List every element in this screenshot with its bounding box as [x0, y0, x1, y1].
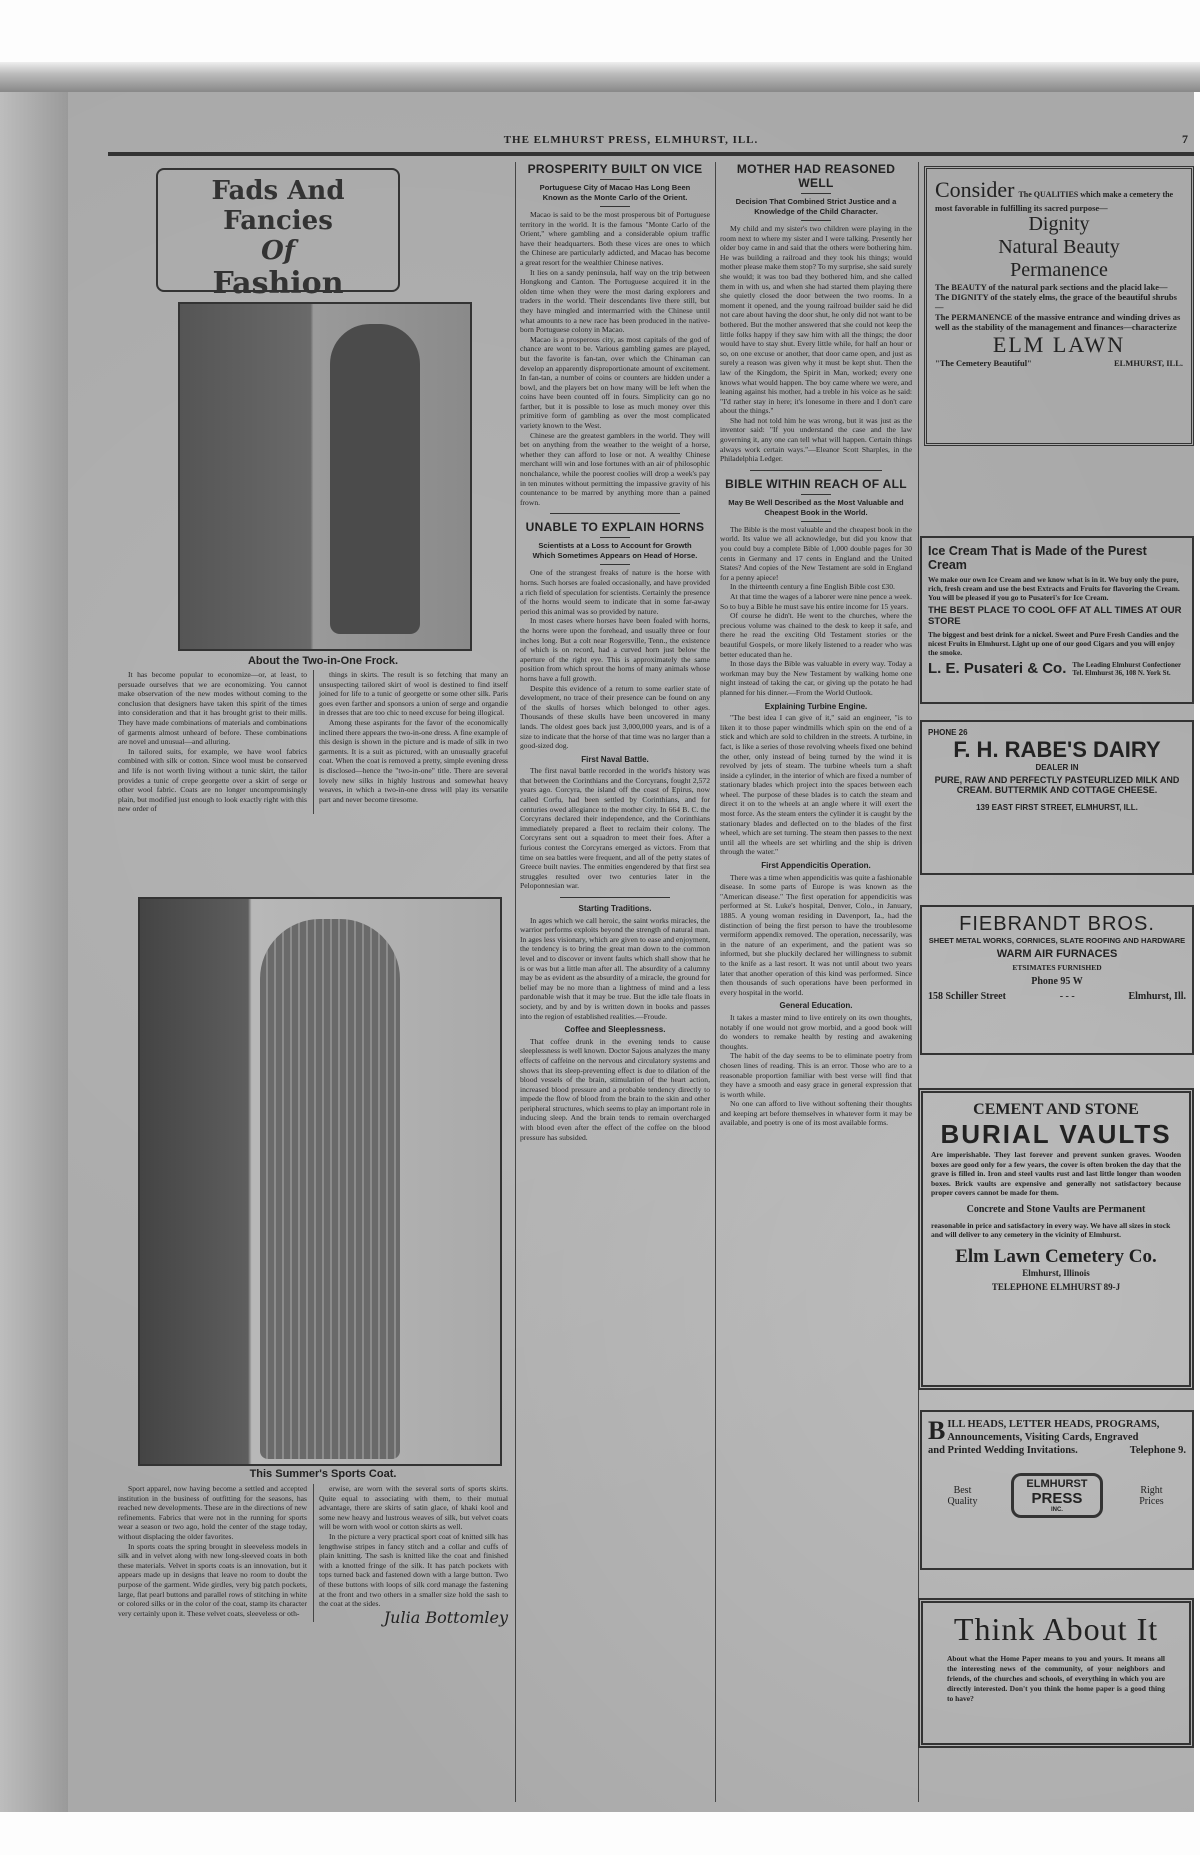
- header-rule: [108, 152, 1194, 156]
- scan-top-edge: [0, 62, 1200, 92]
- scan-left-edge: [0, 92, 68, 1812]
- elmhurst-press-ad: B ILL HEADS, LETTER HEADS, PROGRAMS, Announcements, Visiting Cards, Engraved and Printed Wedding Invitations. Telephone 9. Best Quality ELMHURST PRESS INC. Right Prices: [920, 1410, 1194, 1570]
- education-title: General Education.: [779, 1001, 853, 1011]
- horns-subhead: Scientists at a Loss to Account for Growth Which Sometimes Appears on Head of Horse.: [532, 541, 698, 561]
- folio-line: THE ELMHURST PRESS, ELMHURST, ILL.: [503, 134, 759, 146]
- banner-line-1: Fads And Fancies: [211, 176, 345, 236]
- column-4: MOTHER HAD REASONED WELL Decision That Combined Strict Justice and a Knowledge of the Child Character. My child and my sister's two children were playing in the room next to where my sister and I were talking. Presently her older boy came in and said that the others were bothering him. He was building a railroad and they took his things; would mother please make them stop? To my surprise, she said surely she would; it was too bad they bothered him, and she called them in with us, and when she had started them playing there she quietly closed the door between the two rooms. In a moment it opened, and the young railroad builder said he did not care about having the door shut, he only did not want to be bothered. But the mother answered that she could not keep the little folks happy if they saw him with all the things; the door would have to stay shut. Every little while, for half an hour or so, on one excuse or another, that door came open, and just as surely a reason was given why it must be kept shut. Then the law of the Kingdom, the Spirit in Man, worked; every one knows what would happen. The boy came where we were, and leaning against his mother, had a treble in his voice as he said: "I'd rather stay in here; it's lonesome in there and I don't care about the things." She had not told him he was wrong, but it was just as the inventor said: "If you understand the case and the law governing it, any one can tell what will happen. Certain things always work certain ways."—Eleanor Scott Sharples, in the Philadelphia Ledger. BIBLE WITHIN REACH OF ALL May Be Well Described as the Most Valuable and Cheapest Book in the World. The Bible is the most valuable and the cheapest book in the world. Its value we all acknowledge, but did you know that you could buy a complete Bible of 1,000 double pages for 30 cents in Germany and 17 cents in England and the United States? And copies of the New Testament are sold in England for a penny apiece! In the thirteenth century a fine English Bible cost £30. At that time the wages of a laborer were nine pence a week. So to buy a Bible he must save his entire income for 15 years. Of course he didn't. He went to the churches, where the precious volume was chained to the desk to keep it safe, and there he read the exciting Old Testament stories or the beautiful Gospels, or more likely listened to a reader who was better educated than he. In those days the Bible was valuable in every way. Today a workman may buy the New Testament by walking home one night instead of taking the car, or giving up the potato he had planned for his dinner.—From the World Outlook. Explaining Turbine Engine. "The best idea I can give of it," said an engineer, "is to liken it to those paper windmills which spin on the end of a stick and which are sold to children in the streets. A turbine, in fact, is like a series of those revolving wheels fixed one behind the other, only instead of being turned by the wind it is revolved by jets of steam. The turbine wheels turn a shaft inside a cylinder, in the interior of which are fixed a number of stationary blades which project into the spaces between each wheel. The purpose of these blades is to catch the steam and direct it on to the wheels at an angle where it will exert the most force. As the steam enters the cylinder it is caught by the stationary blades and deflected on to the blades of the first wheel, which are set turning. The steam then passes to the next until all the wheels are set whirling and the ship is driven through the water." First Appendicitis Operation. There was a time when appendicitis was quite a fashionable disease. In some parts of Europe is was known as the "American disease." The first operation for appendicitis was performed at St. Luke's hospital, Denver, Colo., in January, 1885. A young woman residing in Davenport, Ia., had the distinction of being the first person to have the troublesome vermiform appendix removed. The operation, necessarily, was in the nature of an experiment, and the patient was so informed, but she pluckily declared her willingness to submit to the knife as a last resort. It was not until about two years later that another operation of this kind was performed. Since then thousands of such operations have been performed in every hospital in the world. General Education. It takes a master mind to live entirely on its own thoughts, notably if one would not grow morbid, and a good book will do wonders to remake health by resting and awakening thoughts. The habit of the day seems to be to eliminate poetry from chosen lines of reading. This is an error. Those who are to a reasonable proportion familiar with best verse will find that they have a smooth and easy grace in general expression that is worth while. No one can afford to live without softening their thoughts and keeping art before themselves in whatever form it may be available, and poetry is one of its most available forms.: [720, 162, 912, 1128]
- macao-subhead: Portuguese City of Macao Has Long Been Known as the Monte Carlo of the Orient.: [539, 183, 691, 202]
- pusateri-name: L. E. Pusateri & Co.: [928, 660, 1067, 677]
- column-3: PROSPERITY BUILT ON VICE Portuguese City of Macao Has Long Been Known as the Monte Carlo of the Orient. Macao is said to be the most prosperous bit of Portuguese territory in the world. It is the famous "Monte Carlo of the Orient," where gambling and a considerable opium traffic have their headquarters. Both these vices are ones to which the Chinese are particularly addicted, and Macao has become a great resort for the wealthier Chinese natives. It lies on a sandy peninsula, half way on the trip between Hongkong and Canton. The Portuguese acquired it in the olden time when they were the most daring explorers and traders in the world. Their descendants live there still, but they have mingled and intermarried with the Chinese until what amounts to a new race has been produced in the native-born Portuguese colony in Macao. Macao is a prosperous city, as most capitals of the god of chance are wont to be. Various gambling games are played, but the favorite is fan-tan, over which the Chinaman can develop an apparently disproportionate amount of excitement. In fan-tan, a number of coins or counters are hidden under a bowl, and the players bet on how many will be left when the coins have been counted off in fours. Simplicity can go no farther, but it is possible to lose as much money over this primitive form of gambling as over the most complicated variety known to the West. Chinese are the greatest gamblers in the world. They will bet on anything from the weather to the weight of a horse, whether they can afford to lose or not. A wealthy Chinese merchant will win and lose fortunes with an air of philosophic nonchalance, while the poorest coolies will drop a week's pay in ten minutes without permitting the impassive gravity of his countenance to be marred by anything more than a pained frown. UNABLE TO EXPLAIN HORNS Scientists at a Loss to Account for Growth Which Sometimes Appears on Head of Horse. One of the strangest freaks of nature is the horse with horns. Such horses are foaled occasionally, and have provided a rich field of speculation for scientists. Certainly the presence of the horns would seem to indicate that in some far-away period this animal was so provided by nature. In most cases where horses have been foaled with horns, the horns were upon the forehead, and usually three or four inches long. But a colt near Rogersville, Tenn., the existence of which is on record, had a curved horn just below the aperture of the right eye. This is approximately the same position from which sprout the horns of many animals whose horns have a full growth. Despite this evidence of a return to some earlier state of development, no trace of their presence can be found on any of the skulls of horses which belonged to other ages. Thousands of these skulls have been uncovered in many lands. The oldest goes back just 3,000,000 years, and is of a size to indicate that the horse of that time was no larger than a good-sized dog. First Naval Battle. The first naval battle recorded in the world's history was that between the Corinthians and the Corcyrans, fought 2,572 years ago. Corcyra, the island off the coast of Epirus, now called Corfu, had been settled by Corinthians, and for centuries owed allegiance to the mother city. In 664 B. C. the Corcyrans declared their independence, and the Corinthians immediately prepared a fleet to reclaim their colony. The Corcyrans sent out a squadron to meet their foes. After a furious contest the Corcyrans emerged as victors. From that time on sea battles were frequent, and all of the petty states of Greece built navies. The enmities engendered by that first sea struggles resulted over two centuries later in the Peloponnesian war. Starting Traditions. In ages which we call heroic, the saint works miracles, the warrior performs exploits beyond the strength of natural man. In ages less visionary, which are given to ease and enjoyment, the tendency is to bring the great man down to the common level and to discover or invent faults which shall show that he is or was but a little man after all. The absurdity of a calumny may be as evident as the absurdity of a miracle, the ground for belief may be no more than a lightness of mind and a less pardonable wish that it may be true. But the idle tale floats in society, and by and by is written down in books and passes into the region of established realities.—Froude. Coffee and Sleeplessness. That coffee drunk in the evening tends to cause sleeplessness is well known. Doctor Sajous analyzes the many effects of caffeine on the nervous and circulatory systems and shows that its sleep-preventing effect is due to dilation of the blood vessels of the brain, stimulation of the heart action, increased blood pressure and a probable tendency directly to impede the flow of blood from the brain to the skin and other peripheral structures, which seems to play an important role in inducing sleep. And the brain tends to remain overcharged with blood even after the effect of the coffee on the blood pressure has subsided.: [520, 162, 710, 1142]
- bible-headline: BIBLE WITHIN REACH OF ALL: [725, 476, 907, 491]
- woman-figure: [330, 324, 420, 634]
- frock-caption: About the Two-in-One Frock.: [247, 655, 399, 667]
- virtue-permanence: Permanence: [1010, 259, 1108, 281]
- traditions-title: Starting Traditions.: [578, 904, 652, 913]
- column-rule-3: [918, 162, 919, 1802]
- elm-lawn-ad: Consider The QUALITIES which make a cemetery the most favorable in fulfilling its sacred purpose— Dignity Natural Beauty Permanence The BEAUTY of the natural park sections and the placid lake— The DIGNITY of the stately elms, the grace of the beautiful shrubs— The PERMANENCE of the massive entrance and winding drives as well as the stability of the management and finances—characterize ELM LAWN "The Cemetery Beautiful" ELMHURST, ILL.: [924, 166, 1194, 446]
- virtue-beauty: Natural Beauty: [998, 236, 1120, 258]
- column-rule-2: [715, 162, 716, 1802]
- mother-headline: MOTHER HAD REASONED WELL: [736, 162, 896, 190]
- rabe-dairy-ad: PHONE 26 F. H. RABE'S DAIRY DEALER IN PURE, RAW AND PERFECTLY PASTEURLIZED MILK AND CREAM. BUTTERMIK AND COTTAGE CHEESE. 139 EAST FIRST STREET, ELMHURST, ILL.: [920, 720, 1194, 875]
- fiebrandt-ad: FIEBRANDT BROS. SHEET METAL WORKS, CORNICES, SLATE ROOFING AND HARDWARE WARM AIR FURNACES ETSIMATES FURNISHED Phone 95 W 158 Schiller Street - - - Elmhurst, Ill.: [920, 905, 1194, 1055]
- appendicitis-title: First Appendicitis Operation.: [761, 861, 871, 871]
- banner-line-3: Fashion: [212, 266, 344, 301]
- fashion-banner: [156, 168, 400, 301]
- frock-photo: [178, 302, 472, 651]
- think-headline: Think About It: [953, 1611, 1159, 1647]
- coat-caption: This Summer's Sports Coat.: [249, 1468, 397, 1480]
- elm-lawn-name: ELM LAWN: [992, 332, 1126, 357]
- think-about-it-ad: Think About It About what the Home Paper means to you and yours. It means all the interesting news of the community, of your neighbors and friends, of the churches and schools, of everything in which you are directly interested. Don't you think the home paper is a good thing to have?: [918, 1598, 1194, 1748]
- coat-article: Sport apparel, now having become a settled and accepted institution in the business of outfitting for the seasons, has reached new developments. These are in the directions of new refinements. Fabrics that were not in the running for sports wear a season or two ago, hold the center of the stage today, without displacing the older favorites. In sports coats the spring brought in sleeveless models in silk and in velvet along with new long-sleeved coats in both these materials. Velvet in sports coats is an innovation, but it appears made up in designs that leave no room to doubt the purpose of the garment. Wide girdles, very big patch pockets, large, flat pearl buttons and parallel rows of stitching in white or colored silks or in the color of the coat, stamp its character very certainly upon it. These velvet coats, sleeveless or oth- erwise, are worn with the several sorts of sports skirts. Quite equal to associating with them, to their mutual advantage, there are skirts of satin glace, of khaki kool and some new heavy and lustrous weaves of silk, but velvet coats will be worn with wool or cotton skirts as well. In the picture a very practical sport coat of knitted silk has lengthwise stripes in fancy stitch and a collar and cuffs of plain knitting. The sash is knitted like the coat and finished with a knotted fringe of the silk. It has patch pockets with tops turned back and fastened down with a large button. Two of these buttons with loops of silk cord manage the fastening at the front and two others in a smaller size hold the sash to the coat at the sides. Julia Bottomley: [118, 1484, 508, 1627]
- turbine-title: Explaining Turbine Engine.: [764, 701, 868, 711]
- woman-figure-2: [260, 919, 400, 1459]
- horns-headline: UNABLE TO EXPLAIN HORNS: [525, 520, 705, 535]
- column-rule-1: [515, 162, 516, 1802]
- coffee-title: Coffee and Sleeplessness.: [564, 1025, 666, 1035]
- consider-word: Consider: [935, 177, 1015, 202]
- fiebrandt-name: FIEBRANDT BROS.: [959, 913, 1155, 935]
- macao-headline: PROSPERITY BUILT ON VICE: [527, 162, 703, 176]
- mother-subhead: Decision That Combined Strict Justice and a Knowledge of the Child Character.: [735, 197, 897, 216]
- vaults-company: Elm Lawn Cemetery Co.: [955, 1245, 1157, 1267]
- vaults-title: BURIAL VAULTS: [940, 1119, 1172, 1149]
- signature: Julia Bottomley: [383, 1607, 508, 1627]
- page-number: 7: [1182, 132, 1188, 146]
- burial-vaults-ad: CEMENT AND STONE BURIAL VAULTS Are imperishable. They last forever and prevent sunken graves. Wooden boxes are good only for a few years, the cover is often broken the day that the grave is filled in. Iron and steel vaults rust and last little longer than wooden boxes. Brick vaults are expensive and generally not satisfactory because proper covers cannot be made for them. Concrete and Stone Vaults are Permanent reasonable in price and satisfactory in every way. We have all sizes in stock and will deliver to any cemetery in the vicinity of Elmhurst. Elm Lawn Cemetery Co. Elmhurst, Illinois TELEPHONE ELMHURST 89-J: [918, 1088, 1194, 1390]
- rabe-name: F. H. RABE'S DAIRY: [953, 737, 1161, 762]
- virtue-dignity: Dignity: [1028, 213, 1090, 235]
- banner-line-2: Of: [261, 236, 295, 266]
- sports-coat-photo: [138, 897, 502, 1466]
- bible-subhead: May Be Well Described as the Most Valuable and Cheapest Book in the World.: [728, 497, 904, 517]
- frock-article: It has become popular to economize—or, at least, to persuade ourselves that we are economizing. You cannot make observation of the new modes without coming to the conclusion that designers have taken this spirit of the times into consideration and that it has brought grist to their mills. They have made combinations of materials and combinations of garments almost unheard of before. These combinations are novel and unusual—and alluring. In tailored suits, for example, we have wool fabrics combined with silk or cotton. Since wool must be conserved and life is not worth living without a tunic skirt, the tailor provides a tunic of crepe georgette over a skirt of serge or other wool fabric. Coats are no longer uncompromisingly plain, but modified just enough to look exactly right with this new order of things in skirts. The result is so fetching that many an unsuspecting tailored skirt of wool is destined to find itself joined for life to a tunic of georgette or some other silk. Paris goes even farther and sponsors a union of serge and organdie in dresses that are too chic to need excuse for being illogical. Among these aspirants for the favor of the economically inclined there appears the two-in-one dress. A fine example of this design is shown in the picture and is made of silk in two garments. It is a suit as pictured, with an unusually graceful coat. When the coat is removed a pretty, simple evening dress is disclosed—hence the "two-in-one" title. There are several lovely new silks in highly lustrous and somewhat heavy weaves, in which a two-in-one dress will play its versatile part and never become tiresome.: [118, 670, 508, 814]
- elmhurst-press-logo: ELMHURST PRESS INC.: [1011, 1473, 1102, 1518]
- naval-title: First Naval Battle.: [581, 754, 649, 764]
- pusateri-ad: Ice Cream That is Made of the Purest Cream We make our own Ice Cream and we know what is in it. We buy only the pure, rich, fresh cream and use the best Extracts and Fruits for flavoring the Cream. You will be pleased if you go to Pusateri's for Ice Cream. THE BEST PLACE TO COOL OFF AT ALL TIMES AT OUR STORE The biggest and best drink for a nickel. Sweet and Pure Fresh Candies and the nicest Fruits in Elmhurst. Light up one of our good Cigars and you will enjoy the smoke. L. E. Pusateri & Co. The Leading Elmhurst Confectioner Tel. Elmhurst 36, 108 N. York St.: [920, 536, 1194, 704]
